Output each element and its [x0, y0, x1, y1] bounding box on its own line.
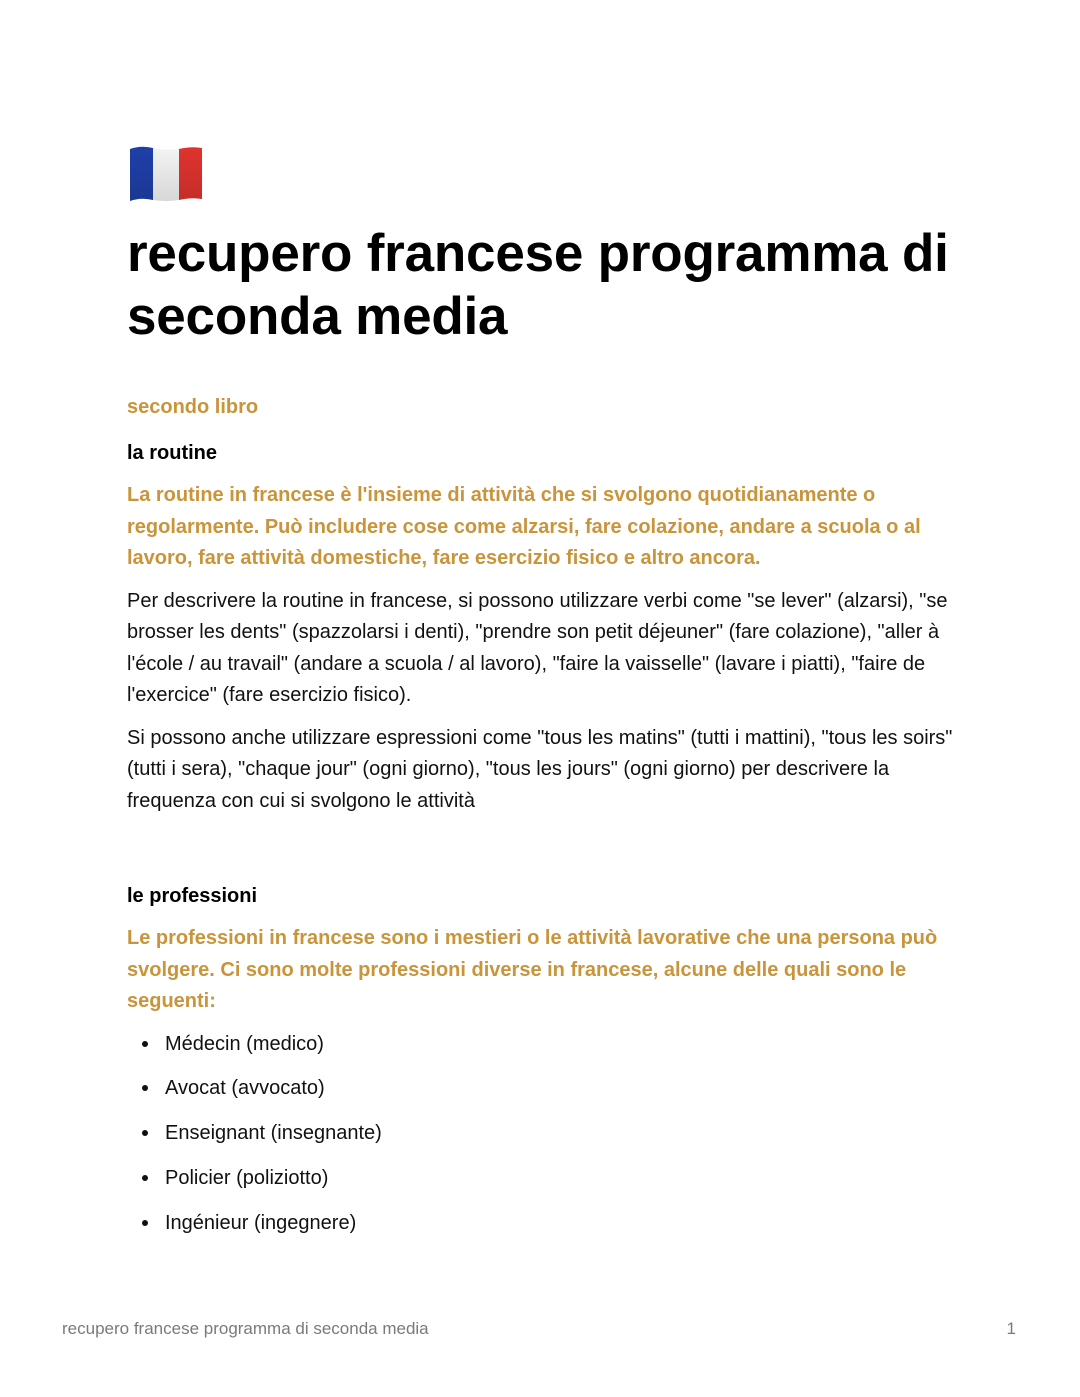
routine-heading: la routine [127, 442, 218, 464]
document-body [127, 392, 957, 1252]
list-item-text: Policier (poliziotto) [165, 1166, 329, 1189]
bullet-icon [142, 1175, 148, 1181]
routine-paragraph-verbs: Per descrivere la routine in francese, si possono utilizzare verbi come "se lever" (alzarsi), "se brosser les dents" (spazzolarsi i denti), "prendre son petit déjeuner" (fare colazione), "aller à l'école / au travail" (andare a scuola / al lavoro), "faire la vaisselle" (lavare i piatti), "faire de l'exercice" (fare esercizio fisico). [127, 589, 948, 706]
france-flag-icon [127, 143, 205, 205]
bullet-icon [142, 1220, 148, 1226]
book-heading: secondo libro [127, 396, 259, 418]
bullet-icon [142, 1085, 148, 1091]
list-item-text: Avocat (avvocato) [165, 1077, 325, 1100]
bullet-icon [142, 1041, 148, 1047]
footer-title: recupero francese programma di seconda media [62, 1319, 429, 1338]
list-item [127, 1029, 957, 1059]
page-number: 1 [1006, 1319, 1016, 1338]
list-item [127, 1208, 957, 1238]
professions-list [127, 1029, 957, 1238]
list-item-text: Médecin (medico) [165, 1032, 324, 1055]
list-item-text: Ingénieur (ingegnere) [165, 1211, 357, 1234]
list-item [127, 1073, 957, 1103]
routine-paragraph-expressions: Si possono anche utilizzare espressioni come "tous les matins" (tutti i mattini), "tous les soirs" (tutti i sera), "chaque jour" (ogni giorno), "tous les jours" (ogni giorno) per descrivere la frequenza con cui si svolgono le attività [127, 726, 953, 812]
document-title: recupero francese programma di seconda media [127, 224, 949, 346]
list-item-text: Enseignant (insegnante) [165, 1122, 382, 1145]
list-item [127, 1118, 957, 1148]
professions-heading: le professioni [127, 885, 258, 907]
section-spacer [127, 828, 957, 881]
list-item [127, 1163, 957, 1193]
professions-intro: Le professioni in francese sono i mestieri o le attività lavorative che una persona può svolgere. Ci sono molte professioni diverse in francese, alcune delle quali sono le seguenti: [127, 927, 938, 1012]
bullet-icon [142, 1130, 148, 1136]
routine-intro: La routine in francese è l'insieme di attività che si svolgono quotidianamente o regolarmente. Può includere cose come alzarsi, fare colazione, andare a scuola o al lavoro, fare attività domestiche, fare esercizio fisico e altro ancora. [127, 484, 921, 569]
